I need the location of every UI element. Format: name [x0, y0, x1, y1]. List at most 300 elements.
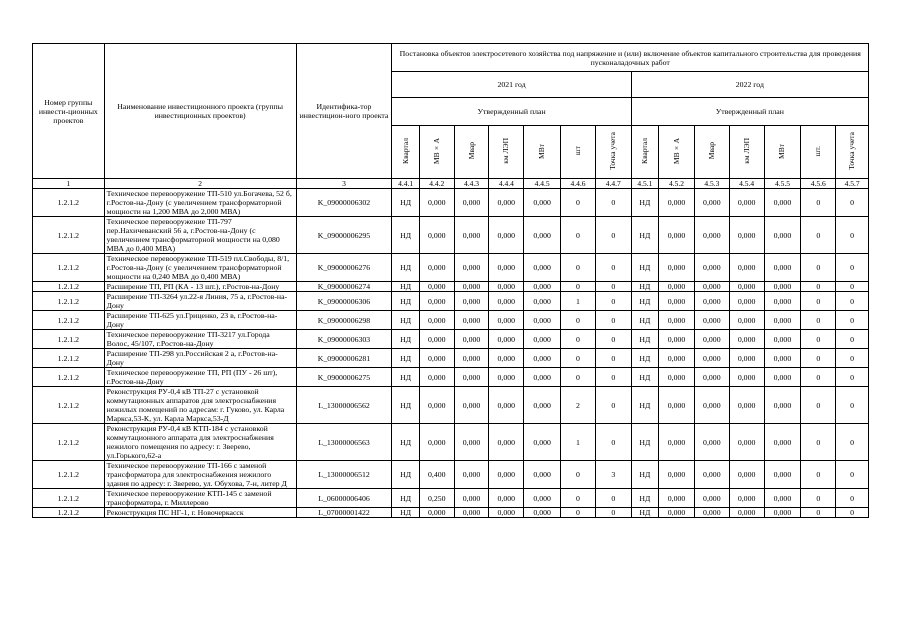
subheader-2021-col-6: [561, 126, 596, 179]
value-cell: НД: [631, 189, 658, 217]
value-cell: 0: [801, 387, 836, 424]
value-cell: НД: [392, 368, 419, 387]
value-cell: НД: [392, 330, 419, 349]
value-cell: НД: [392, 508, 419, 518]
value-cell: 0,000: [454, 292, 489, 311]
value-cell: НД: [631, 424, 658, 461]
header-year-2022: 2022 год: [631, 72, 868, 98]
value-cell: 0: [836, 254, 869, 282]
subheader-label: МВт: [537, 143, 547, 159]
value-cell: 0: [801, 508, 836, 518]
value-cell: 0: [561, 489, 596, 508]
table-row: [33, 217, 869, 254]
table-row: [33, 282, 869, 292]
value-cell: 0: [595, 282, 631, 292]
header-group-number: Номер группы инвести-ционных проектов: [33, 44, 105, 179]
value-cell: 0,000: [729, 349, 764, 368]
column-number: 4.4.3: [454, 179, 489, 189]
value-cell: 0,000: [524, 292, 561, 311]
value-cell: НД: [392, 254, 419, 282]
subheader-2022-col-3: [694, 126, 729, 179]
value-cell: 0,000: [659, 489, 695, 508]
value-cell: 0,000: [524, 368, 561, 387]
value-cell: 0: [836, 424, 869, 461]
value-cell: 0,000: [729, 368, 764, 387]
project-name-cell: Техническое перевооружение ТП, РП (ПУ - 26 шт), г.Ростов-на-Дону: [104, 368, 296, 387]
subheader-label: Точка учета: [847, 132, 857, 170]
project-id-cell: K_09000006281: [296, 349, 392, 368]
subheader-label: шт.: [813, 145, 823, 157]
value-cell: 0: [801, 330, 836, 349]
group-number-cell: 1.2.1.2: [33, 508, 105, 518]
subheader-2022-col-5: [764, 126, 801, 179]
value-cell: 0: [836, 489, 869, 508]
value-cell: 0,000: [764, 368, 801, 387]
value-cell: 0,000: [694, 461, 729, 489]
value-cell: 0,000: [659, 282, 695, 292]
value-cell: 0: [595, 349, 631, 368]
subheader-label: Квартал: [400, 138, 410, 164]
value-cell: 0: [836, 189, 869, 217]
value-cell: 0: [561, 349, 596, 368]
value-cell: НД: [631, 254, 658, 282]
group-number-cell: 1.2.1.2: [33, 254, 105, 282]
value-cell: 0,000: [659, 508, 695, 518]
table-row: [33, 189, 869, 217]
column-number: 4.4.5: [524, 179, 561, 189]
value-cell: 0,000: [419, 349, 454, 368]
value-cell: 0,000: [454, 282, 489, 292]
value-cell: 0,000: [454, 424, 489, 461]
subheader-label: км ЛЭП: [501, 138, 511, 164]
value-cell: 0: [836, 217, 869, 254]
value-cell: 0,000: [454, 368, 489, 387]
value-cell: 0,000: [419, 387, 454, 424]
value-cell: 0,000: [729, 461, 764, 489]
value-cell: 0,000: [694, 424, 729, 461]
project-id-cell: K_09000006306: [296, 292, 392, 311]
value-cell: 0,250: [419, 489, 454, 508]
column-number: 4.4.1: [392, 179, 419, 189]
value-cell: 0,000: [659, 292, 695, 311]
value-cell: 0,000: [764, 189, 801, 217]
project-name-cell: Техническое перевооружение ТП-519 пл.Свободы, 8/1, г.Ростов-на-Дону (с увеличением трансформаторной мощности на 0,240 МВА до 0,400 МВА): [104, 254, 296, 282]
value-cell: 0: [801, 489, 836, 508]
value-cell: 0: [595, 489, 631, 508]
value-cell: 0,000: [659, 217, 695, 254]
value-cell: 0,000: [764, 282, 801, 292]
value-cell: 0: [561, 311, 596, 330]
group-number-cell: 1.2.1.2: [33, 387, 105, 424]
header-year-2021: 2021 год: [392, 72, 631, 98]
value-cell: 0,000: [659, 189, 695, 217]
project-id-cell: K_09000006295: [296, 217, 392, 254]
value-cell: НД: [392, 217, 419, 254]
value-cell: 0,000: [694, 349, 729, 368]
table-row: [33, 508, 869, 518]
table-row: [33, 292, 869, 311]
group-number-cell: 1.2.1.2: [33, 282, 105, 292]
value-cell: 0,000: [524, 311, 561, 330]
project-id-cell: K_09000006303: [296, 330, 392, 349]
value-cell: 0,000: [729, 254, 764, 282]
table-row: [33, 311, 869, 330]
value-cell: 0: [836, 330, 869, 349]
value-cell: 0,000: [694, 489, 729, 508]
subheader-2022-col-2: [659, 126, 695, 179]
value-cell: 0: [836, 508, 869, 518]
value-cell: 0,000: [524, 189, 561, 217]
header-project-name: Наименование инвестиционного проекта (группы инвестиционных проектов): [104, 44, 296, 179]
project-name-cell: Техническое перевооружение КТП-145 с заменой трансформатора, г. Миллерово: [104, 489, 296, 508]
value-cell: НД: [631, 387, 658, 424]
header-plan-2021: Утвержденный план: [392, 98, 631, 126]
column-number: 1: [33, 179, 105, 189]
value-cell: НД: [631, 292, 658, 311]
value-cell: 0,000: [454, 489, 489, 508]
value-cell: 0,000: [659, 330, 695, 349]
value-cell: НД: [392, 292, 419, 311]
value-cell: 0,000: [454, 461, 489, 489]
column-number: 4.5.7: [836, 179, 869, 189]
value-cell: 0,000: [764, 349, 801, 368]
value-cell: 0,000: [419, 292, 454, 311]
value-cell: 0,000: [524, 330, 561, 349]
value-cell: 0,000: [454, 254, 489, 282]
table-row: [33, 424, 869, 461]
project-name-cell: Расширение ТП-3264 ул.22-я Линия, 75 а, г.Ростов-на-Дону: [104, 292, 296, 311]
value-cell: 0,000: [694, 368, 729, 387]
value-cell: НД: [631, 349, 658, 368]
value-cell: 0,000: [729, 330, 764, 349]
value-cell: 0: [801, 461, 836, 489]
project-name-cell: Расширение ТП, РП (КА - 13 шт.), г.Ростов-на-Дону: [104, 282, 296, 292]
subheader-label: МВ×А: [431, 137, 441, 165]
value-cell: 0,000: [764, 489, 801, 508]
group-number-cell: 1.2.1.2: [33, 424, 105, 461]
value-cell: 0: [836, 311, 869, 330]
value-cell: 0,000: [489, 311, 524, 330]
column-number: 3: [296, 179, 392, 189]
subheader-label: шт: [572, 146, 582, 156]
value-cell: 0,000: [419, 254, 454, 282]
column-number: 2: [104, 179, 296, 189]
value-cell: 0: [561, 189, 596, 217]
value-cell: 0: [595, 217, 631, 254]
group-number-cell: 1.2.1.2: [33, 311, 105, 330]
value-cell: НД: [392, 387, 419, 424]
value-cell: 0,000: [419, 330, 454, 349]
project-id-cell: K_09000006276: [296, 254, 392, 282]
value-cell: 0,000: [764, 461, 801, 489]
value-cell: 1: [561, 424, 596, 461]
value-cell: 3: [595, 461, 631, 489]
value-cell: 0: [801, 292, 836, 311]
value-cell: 0: [561, 461, 596, 489]
subheader-2021-col-7: [595, 126, 631, 179]
group-number-cell: 1.2.1.2: [33, 349, 105, 368]
project-id-cell: K_09000006298: [296, 311, 392, 330]
value-cell: НД: [631, 311, 658, 330]
value-cell: НД: [631, 368, 658, 387]
value-cell: 0: [595, 254, 631, 282]
value-cell: 0: [836, 387, 869, 424]
value-cell: 0: [561, 282, 596, 292]
column-number: 4.4.7: [595, 179, 631, 189]
value-cell: 0,000: [419, 424, 454, 461]
value-cell: 0,000: [489, 292, 524, 311]
project-name-cell: Реконструкция РУ-0,4 кВ КТП-184 с установкой коммутационного аппарата для электроснабжения нежилого помещения по адресу: г. Зверево, ул.Горького,62-а: [104, 424, 296, 461]
value-cell: 0,000: [659, 387, 695, 424]
value-cell: 0,000: [454, 330, 489, 349]
value-cell: 0: [801, 254, 836, 282]
project-id-cell: L_07000001422: [296, 508, 392, 518]
value-cell: 2: [561, 387, 596, 424]
value-cell: НД: [392, 424, 419, 461]
value-cell: 0,000: [729, 282, 764, 292]
subheader-label: МВ×А: [671, 137, 681, 165]
table-row: [33, 461, 869, 489]
value-cell: НД: [392, 461, 419, 489]
value-cell: 0,000: [694, 508, 729, 518]
subheader-2022-col-1: [631, 126, 658, 179]
value-cell: 0: [801, 217, 836, 254]
project-name-cell: Реконструкция РУ-0,4 кВ ТП-27 с установкой коммутационных аппаратов для электроснабжения нежилых помещений по адресам: г. Гуково, ул. Карла Маркса,53-К, ул. Карла Маркса,53-Д: [104, 387, 296, 424]
value-cell: 0,000: [524, 217, 561, 254]
project-name-cell: Реконструкция ПС НГ-1, г. Новочеркасск: [104, 508, 296, 518]
subheader-2021-col-2: [419, 126, 454, 179]
subheader-label: Квартал: [639, 138, 649, 164]
value-cell: 0,000: [419, 508, 454, 518]
value-cell: 0,000: [454, 508, 489, 518]
column-number: 4.5.1: [631, 179, 658, 189]
value-cell: 0,000: [764, 217, 801, 254]
value-cell: 0,000: [694, 217, 729, 254]
value-cell: 0,000: [489, 424, 524, 461]
value-cell: 0,000: [694, 189, 729, 217]
project-id-cell: L_06000006406: [296, 489, 392, 508]
value-cell: 0: [595, 189, 631, 217]
value-cell: 0,000: [729, 387, 764, 424]
group-number-cell: 1.2.1.2: [33, 217, 105, 254]
value-cell: 0: [595, 387, 631, 424]
subheader-2021-col-5: [524, 126, 561, 179]
value-cell: 0,000: [489, 508, 524, 518]
project-name-cell: Техническое перевооружение ТП-797 пер.Нахичеванский 56 а, г.Ростов-на-Дону (с увеличением трансформаторной мощности на 0,080 МВА до 0,400 МВА): [104, 217, 296, 254]
value-cell: 0,000: [419, 368, 454, 387]
subheader-label: Мвар: [466, 142, 476, 160]
project-id-cell: K_09000006302: [296, 189, 392, 217]
value-cell: 0,000: [729, 189, 764, 217]
value-cell: 0,000: [764, 254, 801, 282]
header-commissioning: Постановка объектов электросетевого хозяйства под напряжение и (или) включение объектов капитального строительства для проведения пусконаладочных работ: [392, 44, 869, 72]
subheader-label: Мвар: [706, 142, 716, 160]
value-cell: 0: [595, 311, 631, 330]
table-row: [33, 349, 869, 368]
subheader-2021-col-1: [392, 126, 419, 179]
value-cell: 0,000: [489, 368, 524, 387]
value-cell: НД: [392, 489, 419, 508]
value-cell: 0: [801, 311, 836, 330]
value-cell: 0,000: [729, 217, 764, 254]
value-cell: 0,000: [419, 311, 454, 330]
value-cell: 0: [595, 508, 631, 518]
value-cell: НД: [631, 508, 658, 518]
column-number: 4.4.2: [419, 179, 454, 189]
column-number: 4.5.6: [801, 179, 836, 189]
value-cell: НД: [631, 461, 658, 489]
value-cell: 0,000: [694, 292, 729, 311]
value-cell: 0,000: [729, 424, 764, 461]
project-id-cell: L_13000006563: [296, 424, 392, 461]
value-cell: 0,000: [419, 217, 454, 254]
value-cell: 0: [561, 368, 596, 387]
value-cell: 0: [801, 368, 836, 387]
value-cell: 0: [801, 349, 836, 368]
value-cell: 0,000: [729, 311, 764, 330]
value-cell: 0,000: [419, 282, 454, 292]
value-cell: 0,000: [454, 387, 489, 424]
value-cell: 0: [561, 330, 596, 349]
value-cell: 0,000: [694, 387, 729, 424]
value-cell: 1: [561, 292, 596, 311]
group-number-cell: 1.2.1.2: [33, 461, 105, 489]
column-number: 4.5.5: [764, 179, 801, 189]
value-cell: 0,000: [659, 254, 695, 282]
table-row: [33, 330, 869, 349]
value-cell: 0,000: [454, 311, 489, 330]
value-cell: 0: [836, 282, 869, 292]
value-cell: 0,000: [524, 349, 561, 368]
value-cell: 0,000: [694, 254, 729, 282]
group-number-cell: 1.2.1.2: [33, 330, 105, 349]
subheader-label: км ЛЭП: [741, 138, 751, 164]
value-cell: 0: [836, 461, 869, 489]
subheader-2021-col-3: [454, 126, 489, 179]
project-name-cell: Расширение ТП-298 ул.Российская 2 а, г.Ростов-на-Дону: [104, 349, 296, 368]
value-cell: 0,000: [659, 311, 695, 330]
value-cell: НД: [392, 311, 419, 330]
value-cell: 0,000: [729, 292, 764, 311]
header-plan-2022: Утвержденный план: [631, 98, 868, 126]
value-cell: 0,000: [489, 330, 524, 349]
group-number-cell: 1.2.1.2: [33, 292, 105, 311]
column-number: 4.4.4: [489, 179, 524, 189]
value-cell: 0,400: [419, 461, 454, 489]
value-cell: 0,000: [764, 424, 801, 461]
value-cell: 0: [595, 292, 631, 311]
value-cell: НД: [631, 217, 658, 254]
value-cell: 0,000: [764, 311, 801, 330]
value-cell: 0,000: [764, 292, 801, 311]
value-cell: 0,000: [489, 217, 524, 254]
value-cell: 0: [561, 217, 596, 254]
value-cell: 0,000: [729, 489, 764, 508]
value-cell: 0: [836, 349, 869, 368]
value-cell: 0,000: [659, 424, 695, 461]
value-cell: 0,000: [489, 282, 524, 292]
subheader-2022-col-7: [836, 126, 869, 179]
value-cell: 0,000: [659, 368, 695, 387]
project-id-cell: L_13000006562: [296, 387, 392, 424]
value-cell: НД: [392, 282, 419, 292]
value-cell: 0: [595, 368, 631, 387]
value-cell: 0,000: [729, 508, 764, 518]
subheader-label: МВт: [777, 143, 787, 159]
value-cell: 0,000: [524, 461, 561, 489]
column-number: 4.4.6: [561, 179, 596, 189]
project-id-cell: L_13000006512: [296, 461, 392, 489]
value-cell: НД: [631, 489, 658, 508]
value-cell: 0,000: [524, 489, 561, 508]
column-number: 4.5.3: [694, 179, 729, 189]
value-cell: 0: [836, 292, 869, 311]
subheader-label: Точка учета: [608, 132, 618, 170]
value-cell: НД: [392, 349, 419, 368]
value-cell: 0: [595, 330, 631, 349]
value-cell: 0,000: [694, 282, 729, 292]
column-number: 4.5.2: [659, 179, 695, 189]
project-id-cell: K_09000006274: [296, 282, 392, 292]
value-cell: 0: [801, 189, 836, 217]
value-cell: 0,000: [419, 189, 454, 217]
value-cell: 0,000: [489, 489, 524, 508]
value-cell: 0,000: [524, 508, 561, 518]
subheader-2022-col-4: [729, 126, 764, 179]
value-cell: 0,000: [489, 387, 524, 424]
project-id-cell: K_09000006275: [296, 368, 392, 387]
value-cell: 0: [801, 282, 836, 292]
table-row: [33, 489, 869, 508]
column-number: 4.5.4: [729, 179, 764, 189]
value-cell: 0,000: [659, 349, 695, 368]
value-cell: НД: [392, 189, 419, 217]
value-cell: 0,000: [489, 189, 524, 217]
value-cell: 0,000: [764, 330, 801, 349]
group-number-cell: 1.2.1.2: [33, 489, 105, 508]
value-cell: 0,000: [454, 349, 489, 368]
value-cell: 0,000: [764, 387, 801, 424]
group-number-cell: 1.2.1.2: [33, 189, 105, 217]
value-cell: 0,000: [764, 508, 801, 518]
project-name-cell: Техническое перевооружение ТП-166 с заменой трансформатора для электроснабжения нежилого здания по адресу: г. Зверево, ул. Обухова, 7-н, литер Д: [104, 461, 296, 489]
value-cell: 0,000: [489, 254, 524, 282]
project-name-cell: Техническое перевооружение ТП-3217 ул.Города Волос, 45/107, г.Ростов-на-Дону: [104, 330, 296, 349]
value-cell: 0: [561, 254, 596, 282]
group-number-cell: 1.2.1.2: [33, 368, 105, 387]
value-cell: 0: [801, 424, 836, 461]
value-cell: 0,000: [694, 311, 729, 330]
value-cell: 0,000: [454, 217, 489, 254]
value-cell: 0: [595, 424, 631, 461]
project-name-cell: Техническое перевооружение ТП-510 ул.Богачева, 52 б, г.Ростов-на-Дону (с увеличением трансформаторной мощности на 1,200 МВА до 2,000 МВА): [104, 189, 296, 217]
subheader-2021-col-4: [489, 126, 524, 179]
value-cell: НД: [631, 330, 658, 349]
value-cell: 0,000: [659, 461, 695, 489]
value-cell: 0,000: [454, 189, 489, 217]
value-cell: 0: [561, 508, 596, 518]
value-cell: НД: [631, 282, 658, 292]
value-cell: 0,000: [524, 282, 561, 292]
value-cell: 0,000: [524, 424, 561, 461]
value-cell: 0,000: [524, 254, 561, 282]
investment-table: [32, 43, 869, 518]
table-row: [33, 254, 869, 282]
subheader-2022-col-6: [801, 126, 836, 179]
value-cell: 0,000: [489, 461, 524, 489]
value-cell: 0,000: [694, 330, 729, 349]
table-row: [33, 387, 869, 424]
